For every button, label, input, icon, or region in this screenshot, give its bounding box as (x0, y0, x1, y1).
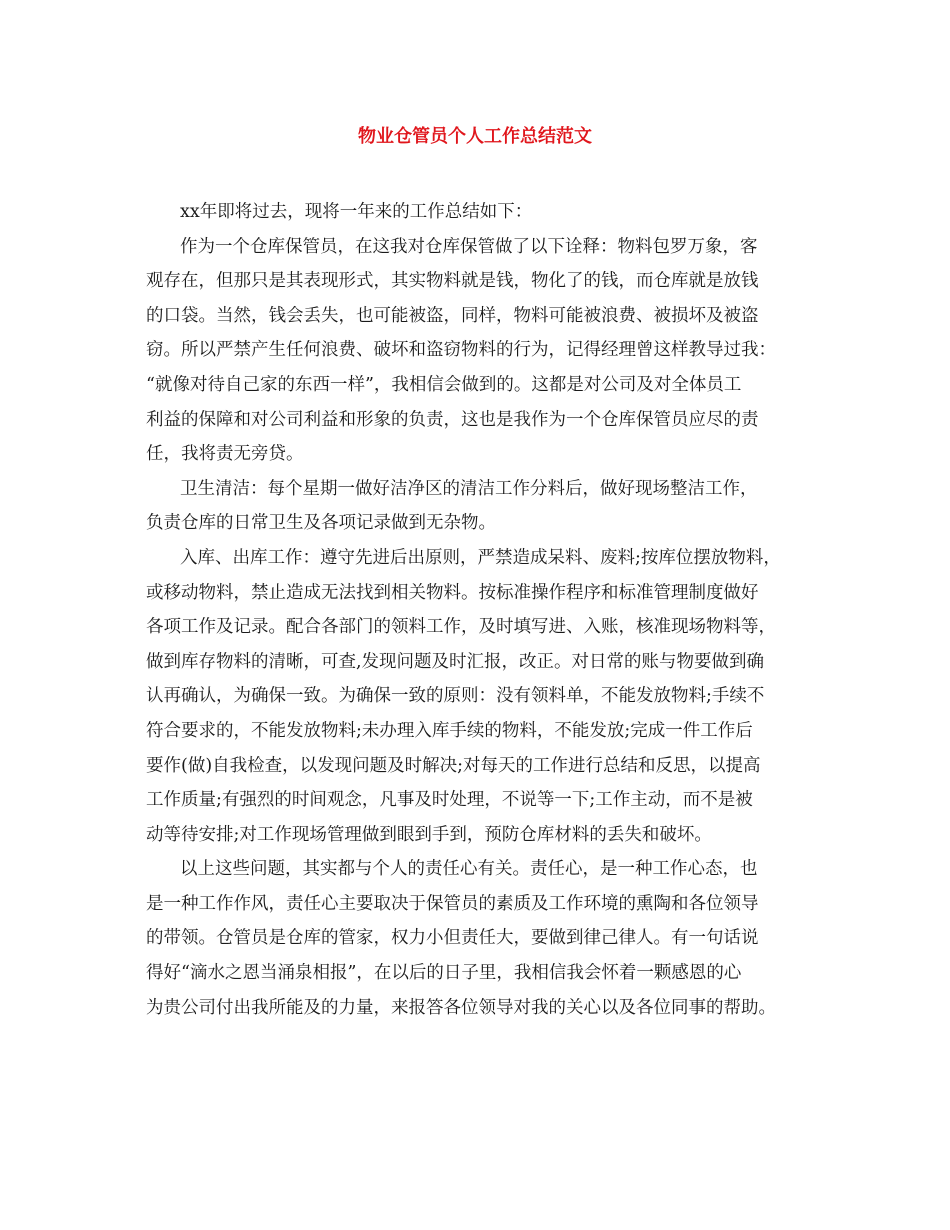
document-title: 物业仓管员个人工作总结范文 (358, 126, 592, 147)
body-line: xx年即将过去，现将一年来的工作总结如下： (180, 202, 533, 222)
body-line: 的带领。仓管员是仓库的管家，权力小但责任大，要做到律己律人。有一句话说 (146, 928, 759, 949)
body-line: 符合要求的，不能发放物料;未办理入库手续的物料，不能发放;完成一件工作后 (146, 720, 753, 741)
body-line: 认再确认，为确保一致。为确保一致的原则：没有领料单，不能发放物料;手续不 (146, 686, 765, 707)
body-line: 观存在，但那只是其表现形式，其实物料就是钱，物化了的钱，而仓库就是放钱 (146, 271, 759, 292)
body-line: 要作(做)自我检查，以发现问题及时解决;对每天的工作进行总结和反思，以提高 (146, 755, 761, 776)
body-line: 任，我将责无旁贷。 (146, 444, 304, 465)
body-line: 窃。所以严禁产生任何浪费、破坏和盗窃物料的行为，记得经理曾这样教导过我： (146, 340, 776, 361)
body-line: 动等待安排;对工作现场管理做到眼到手到，预防仓库材料的丢失和破坏。 (146, 824, 712, 845)
body-line: 各项工作及记录。配合各部门的领料工作，及时填写进、入账，核准现场物料等， (146, 617, 776, 638)
body-line: 做到库存物料的清晰，可查,发现问题及时汇报，改正。对日常的账与物要做到确 (146, 651, 765, 672)
document-body (146, 195, 818, 1025)
body-line: 利益的保障和对公司利益和形象的负责，这也是我作为一个仓库保管员应尽的责 (146, 409, 759, 430)
body-line: 得好“滴水之恩当涌泉相报”，在以后的日子里，我相信我会怀着一颗感恩的心 (146, 963, 742, 984)
body-line: 是一种工作作风，责任心主要取决于保管员的素质及工作环境的熏陶和各位领导 (146, 893, 759, 914)
body-line: 卫生清洁：每个星期一做好洁净区的清洁工作分料后，做好现场整洁工作， (180, 478, 758, 499)
body-line: 或移动物料，禁止造成无法找到相关物料。按标准操作程序和标准管理制度做好 (146, 582, 759, 603)
body-line: 以上这些问题，其实都与个人的责任心有关。责任心，是一种工作心态，也 (180, 859, 758, 880)
body-line: “就像对待自己家的东西一样”，我相信会做到的。这都是对公司及对全体员工 (146, 374, 742, 395)
body-line: 作为一个仓库保管员，在这我对仓库保管做了以下诠释：物料包罗万象，客 (180, 236, 758, 257)
body-line: 的口袋。当然，钱会丢失，也可能被盗，同样，物料可能被浪费、被损坏及被盗 (146, 305, 759, 326)
body-line: 入库、出库工作：遵守先进后出原则，严禁造成呆料、废料;按库位摆放物料， (180, 547, 781, 568)
body-line: 负责仓库的日常卫生及各项记录做到无杂物。 (146, 513, 496, 534)
body-line: 工作质量;有强烈的时间观念，凡事及时处理，不说等一下;工作主动，而不是被 (146, 790, 753, 811)
body-line: 为贵公司付出我所能及的力量，来报答各位领导对我的关心以及各位同事的帮助。 (146, 997, 776, 1018)
